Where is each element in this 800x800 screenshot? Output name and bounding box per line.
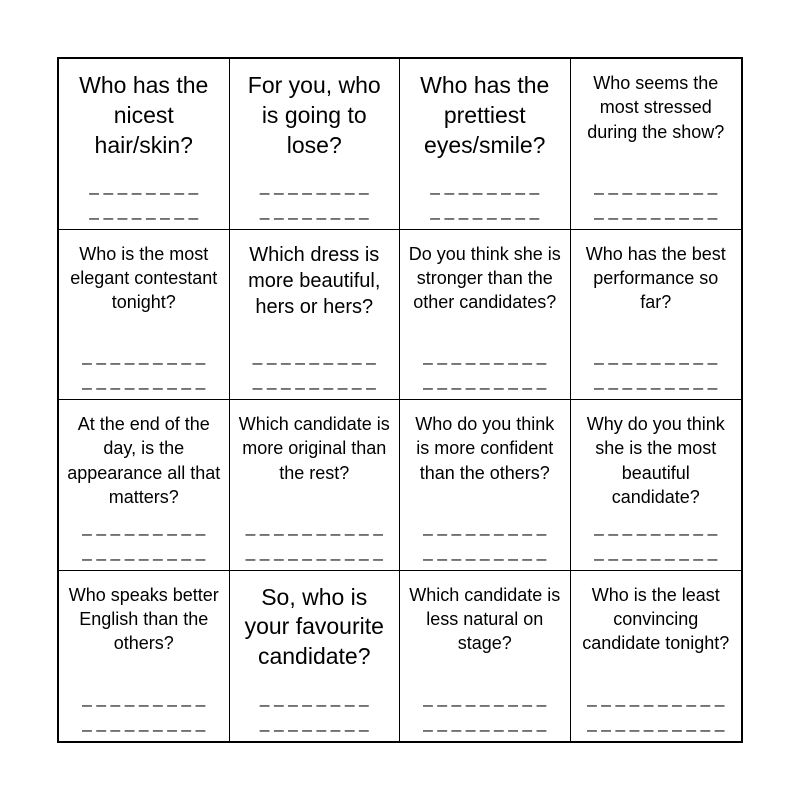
answer-line: _ _ _ _ _ _ _ _	[259, 688, 369, 707]
answer-line: _ _ _ _ _ _ _ _ _ _	[587, 713, 725, 732]
bingo-cell	[230, 59, 401, 230]
answer-blank	[238, 343, 392, 393]
answer-line: _ _ _ _ _ _ _ _ _	[252, 346, 376, 365]
cell-question: Which candidate is more original than the rest?	[238, 414, 390, 483]
cell-question: Who do you think is more confident than the others?	[415, 414, 555, 483]
answer-line: _ _ _ _ _ _ _ _	[259, 200, 369, 220]
answer-line: _ _ _ _ _ _ _ _	[430, 175, 540, 195]
cell-question: Who has the prettiest eyes/smile?	[420, 72, 550, 158]
answer-line: _ _ _ _ _ _ _ _	[430, 200, 540, 220]
answer-line: _ _ _ _ _ _ _ _ _	[594, 371, 718, 390]
answer-line: _ _ _ _ _ _ _ _ _ _	[245, 516, 383, 536]
answer-line: _ _ _ _ _ _ _ _ _	[423, 541, 547, 561]
answer-line: _ _ _ _ _ _ _ _ _	[252, 371, 376, 390]
cell-question: For you, who is going to lose?	[247, 72, 381, 158]
answer-line: _ _ _ _ _ _ _ _ _	[594, 516, 718, 536]
answer-line: _ _ _ _ _ _ _ _ _ _	[245, 541, 383, 561]
cell-question: So, who is your favourite candidate?	[244, 583, 384, 670]
cell-question: Do you think she is stronger than the other candidates?	[408, 243, 561, 313]
answer-line: _ _ _ _ _ _ _ _ _	[82, 713, 206, 732]
answer-line: _ _ _ _ _ _ _ _	[259, 175, 369, 195]
answer-line: _ _ _ _ _ _ _ _ _	[594, 346, 718, 365]
answer-line: _ _ _ _ _ _ _ _ _	[82, 346, 206, 365]
answer-blank	[579, 685, 734, 735]
answer-line: _ _ _ _ _ _ _ _ _	[423, 346, 547, 365]
answer-blank	[408, 514, 562, 564]
answer-blank	[67, 514, 221, 564]
cell-question: Who is the least convincing candidate tonight?	[582, 584, 730, 654]
answer-line: _ _ _ _ _ _ _ _ _	[423, 688, 547, 707]
answer-line: _ _ _ _ _ _ _ _ _	[82, 688, 206, 707]
answer-line: _ _ _ _ _ _ _ _ _	[82, 371, 206, 390]
answer-line: _ _ _ _ _ _ _ _ _	[82, 516, 206, 536]
cell-question: Who has the best performance so far?	[585, 243, 726, 313]
answer-blank	[579, 514, 734, 564]
bingo-cell	[59, 230, 230, 401]
bingo-cell	[59, 59, 230, 230]
cell-question: At the end of the day, is the appearance all that matters?	[67, 414, 221, 507]
answer-line: _ _ _ _ _ _ _ _ _	[594, 200, 718, 220]
answer-line: _ _ _ _ _ _ _ _ _	[594, 541, 718, 561]
bingo-cell	[571, 59, 742, 230]
bingo-cell	[400, 571, 571, 742]
answer-line: _ _ _ _ _ _ _ _ _	[82, 541, 206, 561]
answer-line: _ _ _ _ _ _ _ _	[259, 713, 369, 732]
bingo-cell	[230, 230, 401, 401]
answer-blank	[67, 173, 221, 223]
answer-line: _ _ _ _ _ _ _ _ _	[423, 516, 547, 536]
cell-question: Who has the nicest hair/skin?	[79, 72, 209, 158]
cell-question: Who is the most elegant contestant tonight?	[70, 243, 218, 313]
answer-blank	[67, 343, 221, 393]
answer-blank	[238, 685, 392, 735]
bingo-cell	[59, 400, 230, 571]
bingo-cell	[230, 400, 401, 571]
answer-blank	[579, 343, 734, 393]
answer-blank	[408, 685, 562, 735]
bingo-cell	[571, 571, 742, 742]
cell-question: Why do you think she is the most beautiful candidate?	[586, 414, 725, 507]
answer-line: _ _ _ _ _ _ _ _	[89, 175, 199, 195]
cell-question: Who seems the most stressed during the show?	[587, 73, 725, 142]
answer-blank	[408, 343, 562, 393]
answer-line: _ _ _ _ _ _ _ _ _ _	[587, 688, 725, 707]
bingo-board	[57, 57, 743, 743]
answer-line: _ _ _ _ _ _ _ _	[89, 200, 199, 220]
bingo-cell	[400, 400, 571, 571]
bingo-cell	[571, 400, 742, 571]
answer-blank	[238, 173, 392, 223]
cell-question: Who speaks better English than the others?	[68, 584, 219, 654]
answer-blank	[408, 173, 562, 223]
bingo-cell	[59, 571, 230, 742]
bingo-cell	[400, 230, 571, 401]
bingo-cell	[230, 571, 401, 742]
answer-blank	[579, 173, 734, 223]
cell-question: Which dress is more beautiful, hers or hers?	[248, 243, 381, 318]
bingo-cell	[571, 230, 742, 401]
answer-line: _ _ _ _ _ _ _ _ _	[423, 713, 547, 732]
answer-blank	[67, 685, 221, 735]
cell-question: Which candidate is less natural on stage?	[409, 584, 561, 654]
answer-blank	[238, 514, 392, 564]
bingo-cell	[400, 59, 571, 230]
answer-line: _ _ _ _ _ _ _ _ _	[423, 371, 547, 390]
answer-line: _ _ _ _ _ _ _ _ _	[594, 175, 718, 195]
